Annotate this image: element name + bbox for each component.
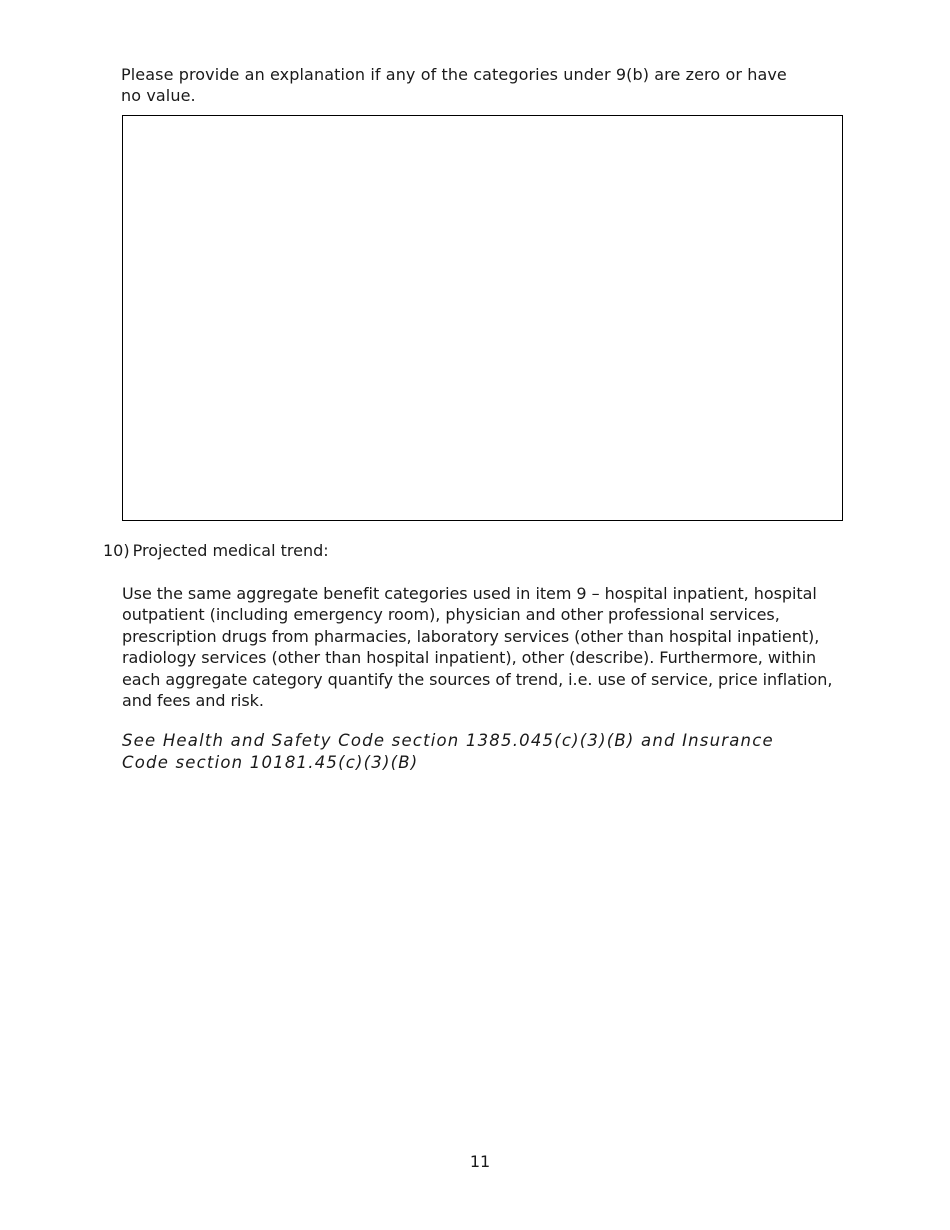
explanation-prompt: Please provide an explanation if any of the categories under 9(b) are zero or have no value. [121,65,787,105]
page-number: 11 [469,1152,491,1171]
item-10-heading [103,540,329,561]
item-title: Projected medical trend: [132,541,329,560]
item-10-instructions: Use the same aggregate benefit categories used in item 9 – hospital inpatient, hospital outpatient (including emergency room), physician and other professional services, prescription drugs from pharmacies, laboratory services (other than hospital inpatient), radiology services (other than hospital inpatient), other (describe). Furthermore, within each aggregate category quantify the sources of trend, i.e. use of service, price inflation, and fees and risk. [122,584,833,711]
item-number: 10) [103,541,130,560]
legal-citation: See Health and Safety Code section 1385.045(c)(3)(B) and Insurance Code section 10181.45(c)(3)(B) [122,731,774,772]
explanation-text-box[interactable] [122,115,843,521]
